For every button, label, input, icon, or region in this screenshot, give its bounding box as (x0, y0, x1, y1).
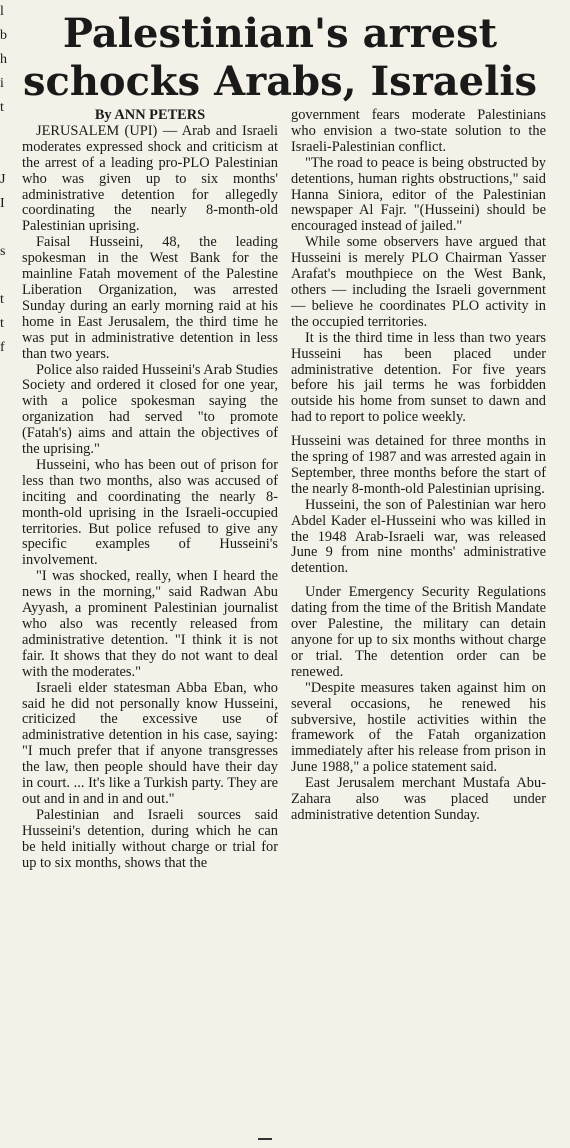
text-fragment (0, 120, 12, 144)
text-fragment: b (0, 28, 7, 43)
paragraph: It is the third time in less than two years Husseini has been placed under administrative detention. For five years before his jail terms he was forbidden outside his home from sunset to dawn and had to report to police weekly. (291, 329, 546, 426)
text-fragment: s (0, 244, 6, 259)
text-fragment: J (0, 172, 6, 187)
byline: By ANN PETERS (94, 107, 206, 123)
paragraph: Husseini, who has been out of prison for less than two months, also was accused of inciting and coordinating the nearly 8-month-old uprising in the Israeli-occupied territories. But police refused to give any specific examples of Husseini's involvement. (22, 456, 278, 569)
article-column-1 (22, 108, 278, 872)
paragraph: Under Emergency Security Regulations dating from the time of the British Mandate over Palestine, the military can detain anyone for up to six months without charge or trial. The detention order can be renewed. (291, 584, 546, 680)
paragraph: "I was shocked, really, when I heard the news in the morning," said Radwan Abu Ayyash, a prominent Palestinian journalist who also was recently released from administrative detention. "I think it is not fair. It shows that they do not want to deal with the moderates." (22, 568, 278, 680)
paragraph: "Despite measures taken against him on several occasions, he renewed his subversive, hostile activities within the framework of the Fatah organization immediately after his release from prison in June 1988," a police statement said. (291, 679, 546, 776)
headline (0, 10, 560, 106)
paragraph: Israeli elder statesman Abba Eban, who said he did not personally know Husseini, criticized the excessive use of administrative detention in his case, saying: "I much prefer that if anyone transgresses the law, then people should have their day in court. ... It's like a Turkish party. They are out and in and in and out." (22, 679, 278, 807)
paragraph: East Jerusalem merchant Mustafa Abu-Zahara also was placed under administrative detention Sunday. (291, 775, 546, 823)
headline-line-2: schocks Arabs, Israelis (22, 58, 538, 105)
article-column-2 (291, 108, 546, 824)
text-fragment (0, 264, 12, 288)
paragraph: Faisal Husseini, 48, the leading spokesman in the West Bank for the mainline Fatah movement of the Palestine Liberation Organization, was arrested Sunday during an early morning raid at his home in East Jerusalem, the third time he was put in administrative detention in less than two years. (22, 234, 278, 362)
headline-line-1: Palestinian's arrest (62, 10, 498, 57)
text-fragment: l (0, 4, 4, 19)
paragraph: "The road to peace is being obstructed by detentions, human rights obstructions," said Hanna Siniora, editor of the Palestinian newspaper Al Fajr. "(Husseini) should be encouraged instead of jailed." (291, 154, 546, 235)
paragraph: While some observers have argued that Husseini is merely PLO Chairman Yasser Arafat's mouthpiece on the West Bank, others — including the Israeli government — believe he coordinates PLO activity in the occupied territories. (291, 234, 546, 330)
paragraph: government fears moderate Palestinians who envision a two-state solution to the Israeli-Palestinian conflict. (291, 107, 546, 155)
paragraph: Husseini, the son of Palestinian war hero Abdel Kader el-Husseini who was killed in the 1948 Arab-Israeli war, was released June 9 from nine months' administrative detention. (291, 496, 546, 577)
paragraph: Husseini was detained for three months in the spring of 1987 and was arrested again in September, three months before the start of the nearly 8-month-old Palestinian uprising. (291, 433, 546, 497)
text-fragment: t (0, 292, 4, 307)
page-edge-mark (258, 1138, 272, 1148)
text-fragment (0, 216, 12, 240)
paragraph: JERUSALEM (UPI) — Arab and Israeli moderates expressed shock and criticism at the arrest of a leading pro-PLO Palestinian who was given up to six months' administrative detention for allegedly coordinating the nearly 8-month-old Palestinian uprising. (22, 122, 278, 235)
text-fragment: i (0, 76, 4, 91)
text-fragment (0, 144, 12, 168)
paragraph: Palestinian and Israeli sources said Husseini's detention, during which he can be held initially without charge or trial for up to six months, shows that the (22, 806, 278, 871)
paragraph: Police also raided Husseini's Arab Studies Society and ordered it closed for one year, with a police spokesman saying the organization had served "to promote (Fatah's) aims and attain the objectives of the uprising." (22, 361, 279, 458)
text-fragment: t (0, 100, 4, 115)
text-fragment: f (0, 340, 5, 355)
text-fragment: t (0, 316, 4, 331)
text-fragment: I (0, 196, 5, 211)
text-fragment: h (0, 52, 7, 67)
